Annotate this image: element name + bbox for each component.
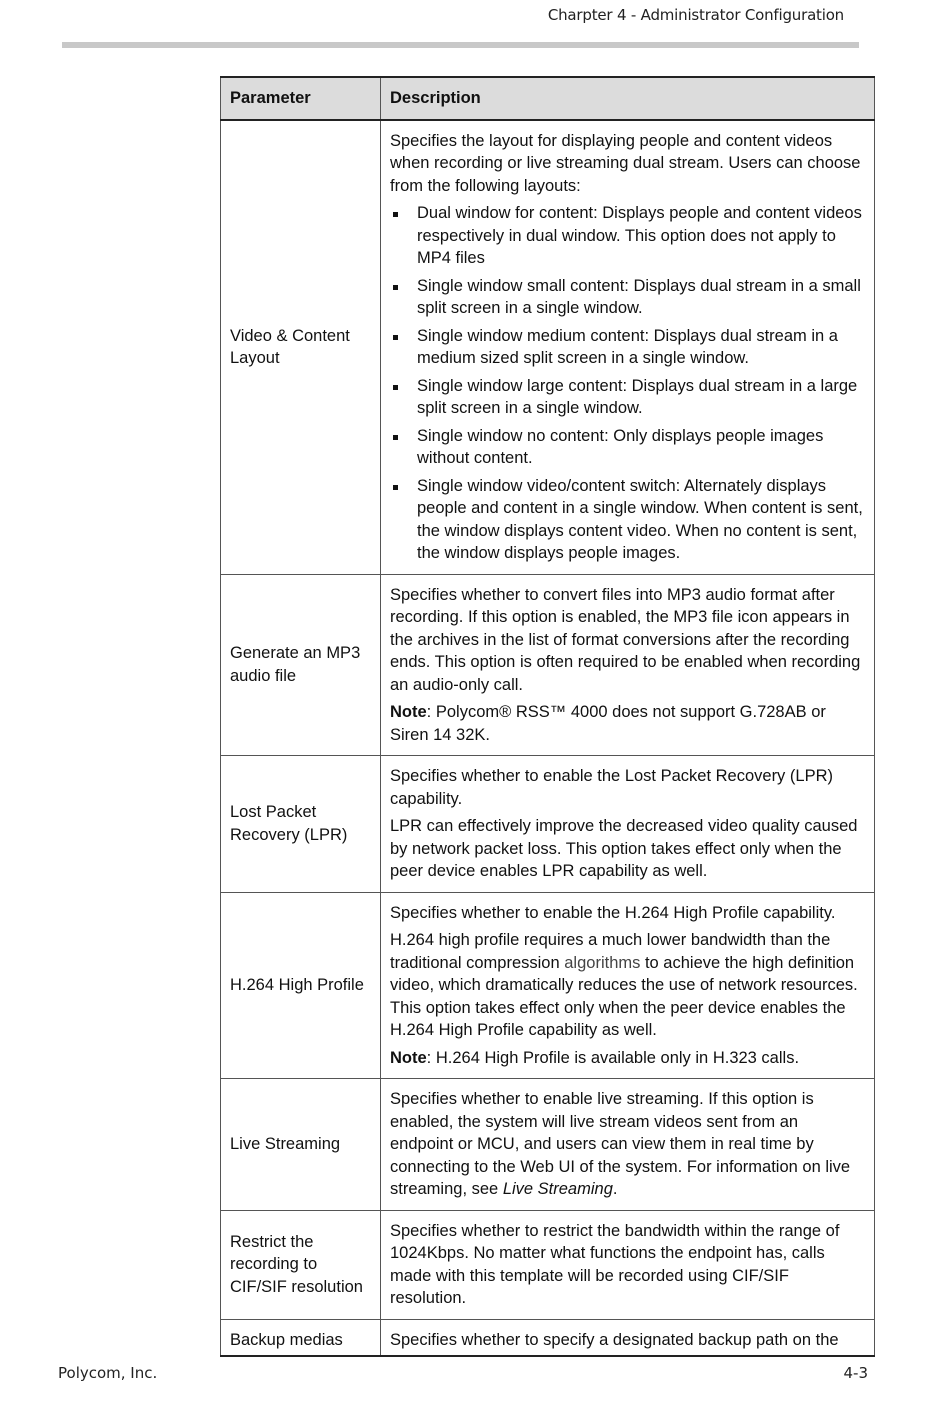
column-header-parameter: Parameter <box>221 77 381 120</box>
footer-page-number: 4-3 <box>843 1364 868 1382</box>
description-text: Specifies whether to restrict the bandwidth within the range of 1024Kbps. No matter what functions the endpoint has, calls made with this template will be recorded using CIF/SIF resolution. <box>390 1221 840 1307</box>
description-text <box>390 929 865 1042</box>
note-text: : Polycom® RSS™ 4000 does not support G.728AB or Siren 14 32K. <box>390 703 826 744</box>
parameter-cell: H.264 High Profile <box>221 892 381 1079</box>
live-streaming-reference[interactable]: Live Streaming <box>502 1180 613 1198</box>
table-row <box>221 892 875 1079</box>
table-row <box>221 1210 875 1319</box>
description-text: Specifies whether to enable the Lost Packet Recovery (LPR) capability. <box>390 767 833 808</box>
description-cell <box>381 1079 875 1211</box>
header-rule <box>62 42 859 48</box>
note-label: Note <box>390 1048 427 1067</box>
table-row <box>221 574 875 756</box>
list-item: Single window no content: Only displays people images without content. <box>390 425 865 470</box>
description-cell <box>381 574 875 756</box>
description-text <box>390 1088 865 1201</box>
text-segment: H.264 high profile requires a much lower bandwidth than the traditional compression <box>390 931 831 972</box>
text-segment: to achieve the high definition video, which dramatically reduces the use of network resources. This option takes effect only when the peer device enables the H.264 High Profile capability as well. <box>390 953 858 1039</box>
text-segment: Specifies whether to enable live streaming. If this option is enabled, the system will live stream videos sent from an endpoint or MCU, and users can view them in real time by connecting to the Web UI of the system. For information on live streaming, see <box>390 1090 851 1198</box>
column-header-description: Description <box>381 77 875 120</box>
list-item: Single window large content: Displays dual stream in a large split screen in a single window. <box>390 375 865 420</box>
table-header-row <box>221 77 875 120</box>
note-text: : H.264 High Profile is available only in H.323 calls. <box>426 1048 800 1067</box>
table-row <box>221 756 875 893</box>
running-header: Charpter 4 - Administrator Configuration <box>547 6 844 24</box>
description-cell <box>381 892 875 1079</box>
list-item: Dual window for content: Displays people and content videos respectively in dual window. This option does not apply to MP4 files <box>390 202 865 270</box>
list-item: Single window video/content switch: Alternately displays people and content in a single window. When content is sent, the window displays content video. When no content is sent, the window displays people images. <box>390 475 865 565</box>
list-item: Single window medium content: Displays dual stream in a medium sized split screen in a single window. <box>390 325 865 370</box>
parameter-cell: Restrict the recording to CIF/SIF resolution <box>221 1210 381 1319</box>
table-row <box>221 120 875 575</box>
text-segment: . <box>612 1180 618 1198</box>
list-item: Single window small content: Displays dual stream in a small split screen in a single window. <box>390 275 865 320</box>
description-text: Specifies whether to enable the H.264 High Profile capability. <box>390 903 836 922</box>
parameter-cell: Backup medias <box>221 1319 381 1356</box>
description-cell <box>381 120 875 575</box>
note <box>390 701 865 746</box>
parameter-table <box>220 76 875 1357</box>
footer-company: Polycom, Inc. <box>58 1364 158 1382</box>
table-row <box>221 1319 875 1356</box>
parameter-cell: Lost Packet Recovery (LPR) <box>221 756 381 893</box>
description-text: LPR can effectively improve the decreased video quality caused by network packet loss. This option takes effect only when the peer device enables LPR capability as well. <box>390 817 858 880</box>
description-cell <box>381 756 875 893</box>
parameter-cell: Live Streaming <box>221 1079 381 1211</box>
parameter-cell: Video & Content Layout <box>221 120 381 575</box>
description-cell <box>381 1210 875 1319</box>
table-row <box>221 1079 875 1211</box>
description-cell <box>381 1319 875 1356</box>
note <box>390 1047 865 1070</box>
algorithms-term: algorithms <box>564 953 641 972</box>
layout-options-list <box>390 202 865 565</box>
description-text: Specifies the layout for displaying people and content videos when recording or live streaming dual stream. Users can choose from the following layouts: <box>390 131 861 195</box>
note-label: Note <box>390 703 427 721</box>
parameter-cell: Generate an MP3 audio file <box>221 574 381 756</box>
description-text: Specifies whether to convert files into MP3 audio format after recording. If this option is enabled, the MP3 file icon appears in the archives in the list of format conversions after the recording ends. This option is often required to be enabled when recording an audio-only call. <box>390 585 861 694</box>
description-text: Specifies whether to specify a designated backup path on the <box>390 1330 839 1349</box>
